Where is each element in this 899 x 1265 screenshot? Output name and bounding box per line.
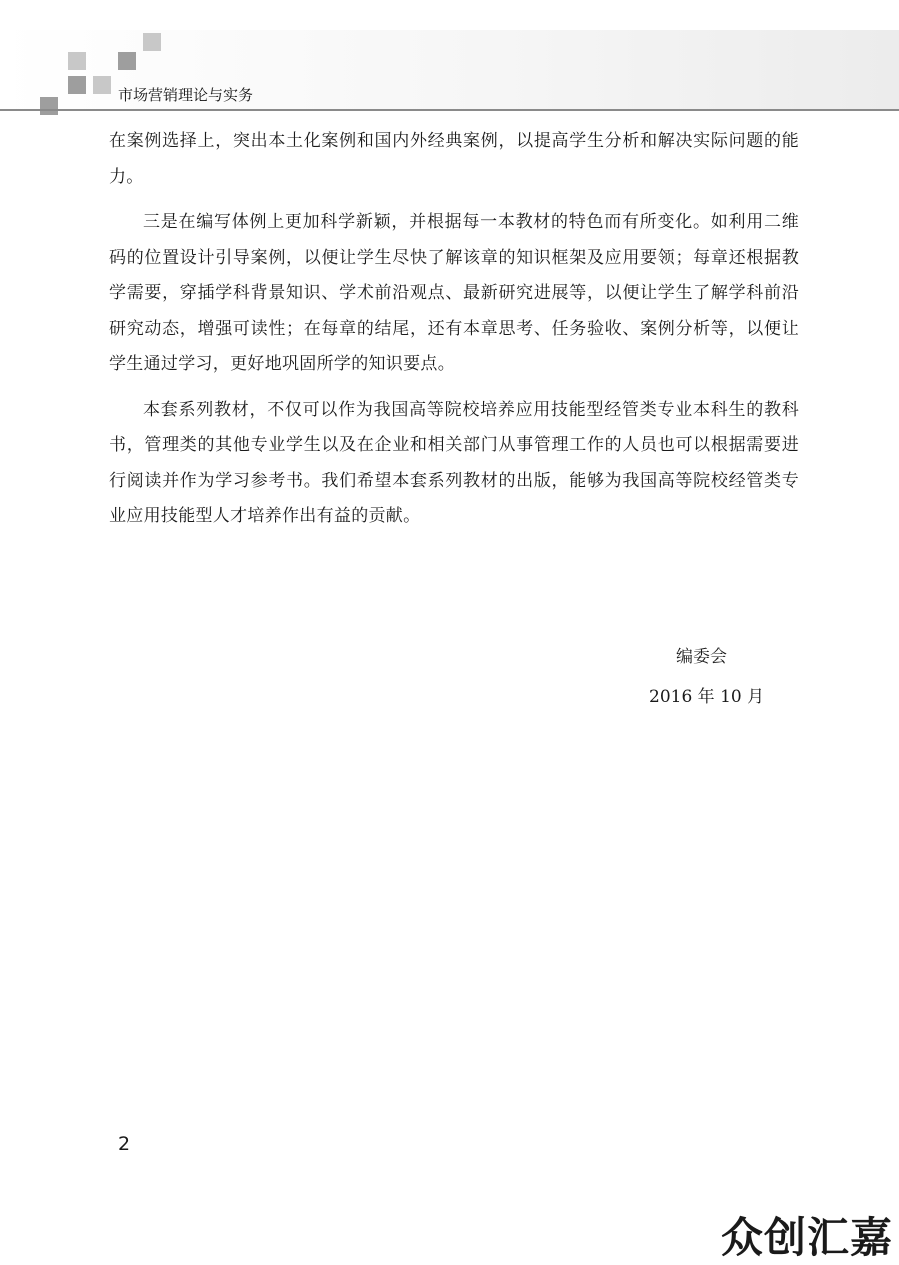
header-rule [0,109,899,111]
paragraph-2: 三是在编写体例上更加科学新颖，并根据每一本教材的特色而有所变化。如利用二维码的位置设计引导案例，以便让学生尽快了解该章的知识框架及应用要领；每章还根据教学需要，穿插学科背景知识、学术前沿观点、最新研究进展等，以便让学生了解学科前沿研究动态，增强可读性；在每章的结尾，还有本章思考、任务验收、案例分析等，以便让学生通过学习，更好地巩固所学的知识要点。 [109,212,799,374]
body-text [109,124,799,535]
paragraph-1: 在案例选择上，突出本土化案例和国内外经典案例，以提高学生分析和解决实际问题的能力。 [109,131,799,187]
paragraph-3: 本套系列教材，不仅可以作为我国高等院校培养应用技能型经管类专业本科生的教科书，管理类的其他专业学生以及在企业和相关部门从事管理工作的人员也可以根据需要进行阅读并作为学习参考书。我们希望本套系列教材的出版，能够为我国高等院校经管类专业应用技能型人才培养作出有益的贡献。 [109,399,799,526]
watermark-logo: 众创汇嘉 [720,1213,893,1262]
running-header-title: 市场营销理论与实务 [118,86,254,104]
signature-date: 2016 年 10 月 [649,687,765,707]
page-number: 2 [118,1133,131,1155]
signature-org: 编委会 [676,647,727,667]
